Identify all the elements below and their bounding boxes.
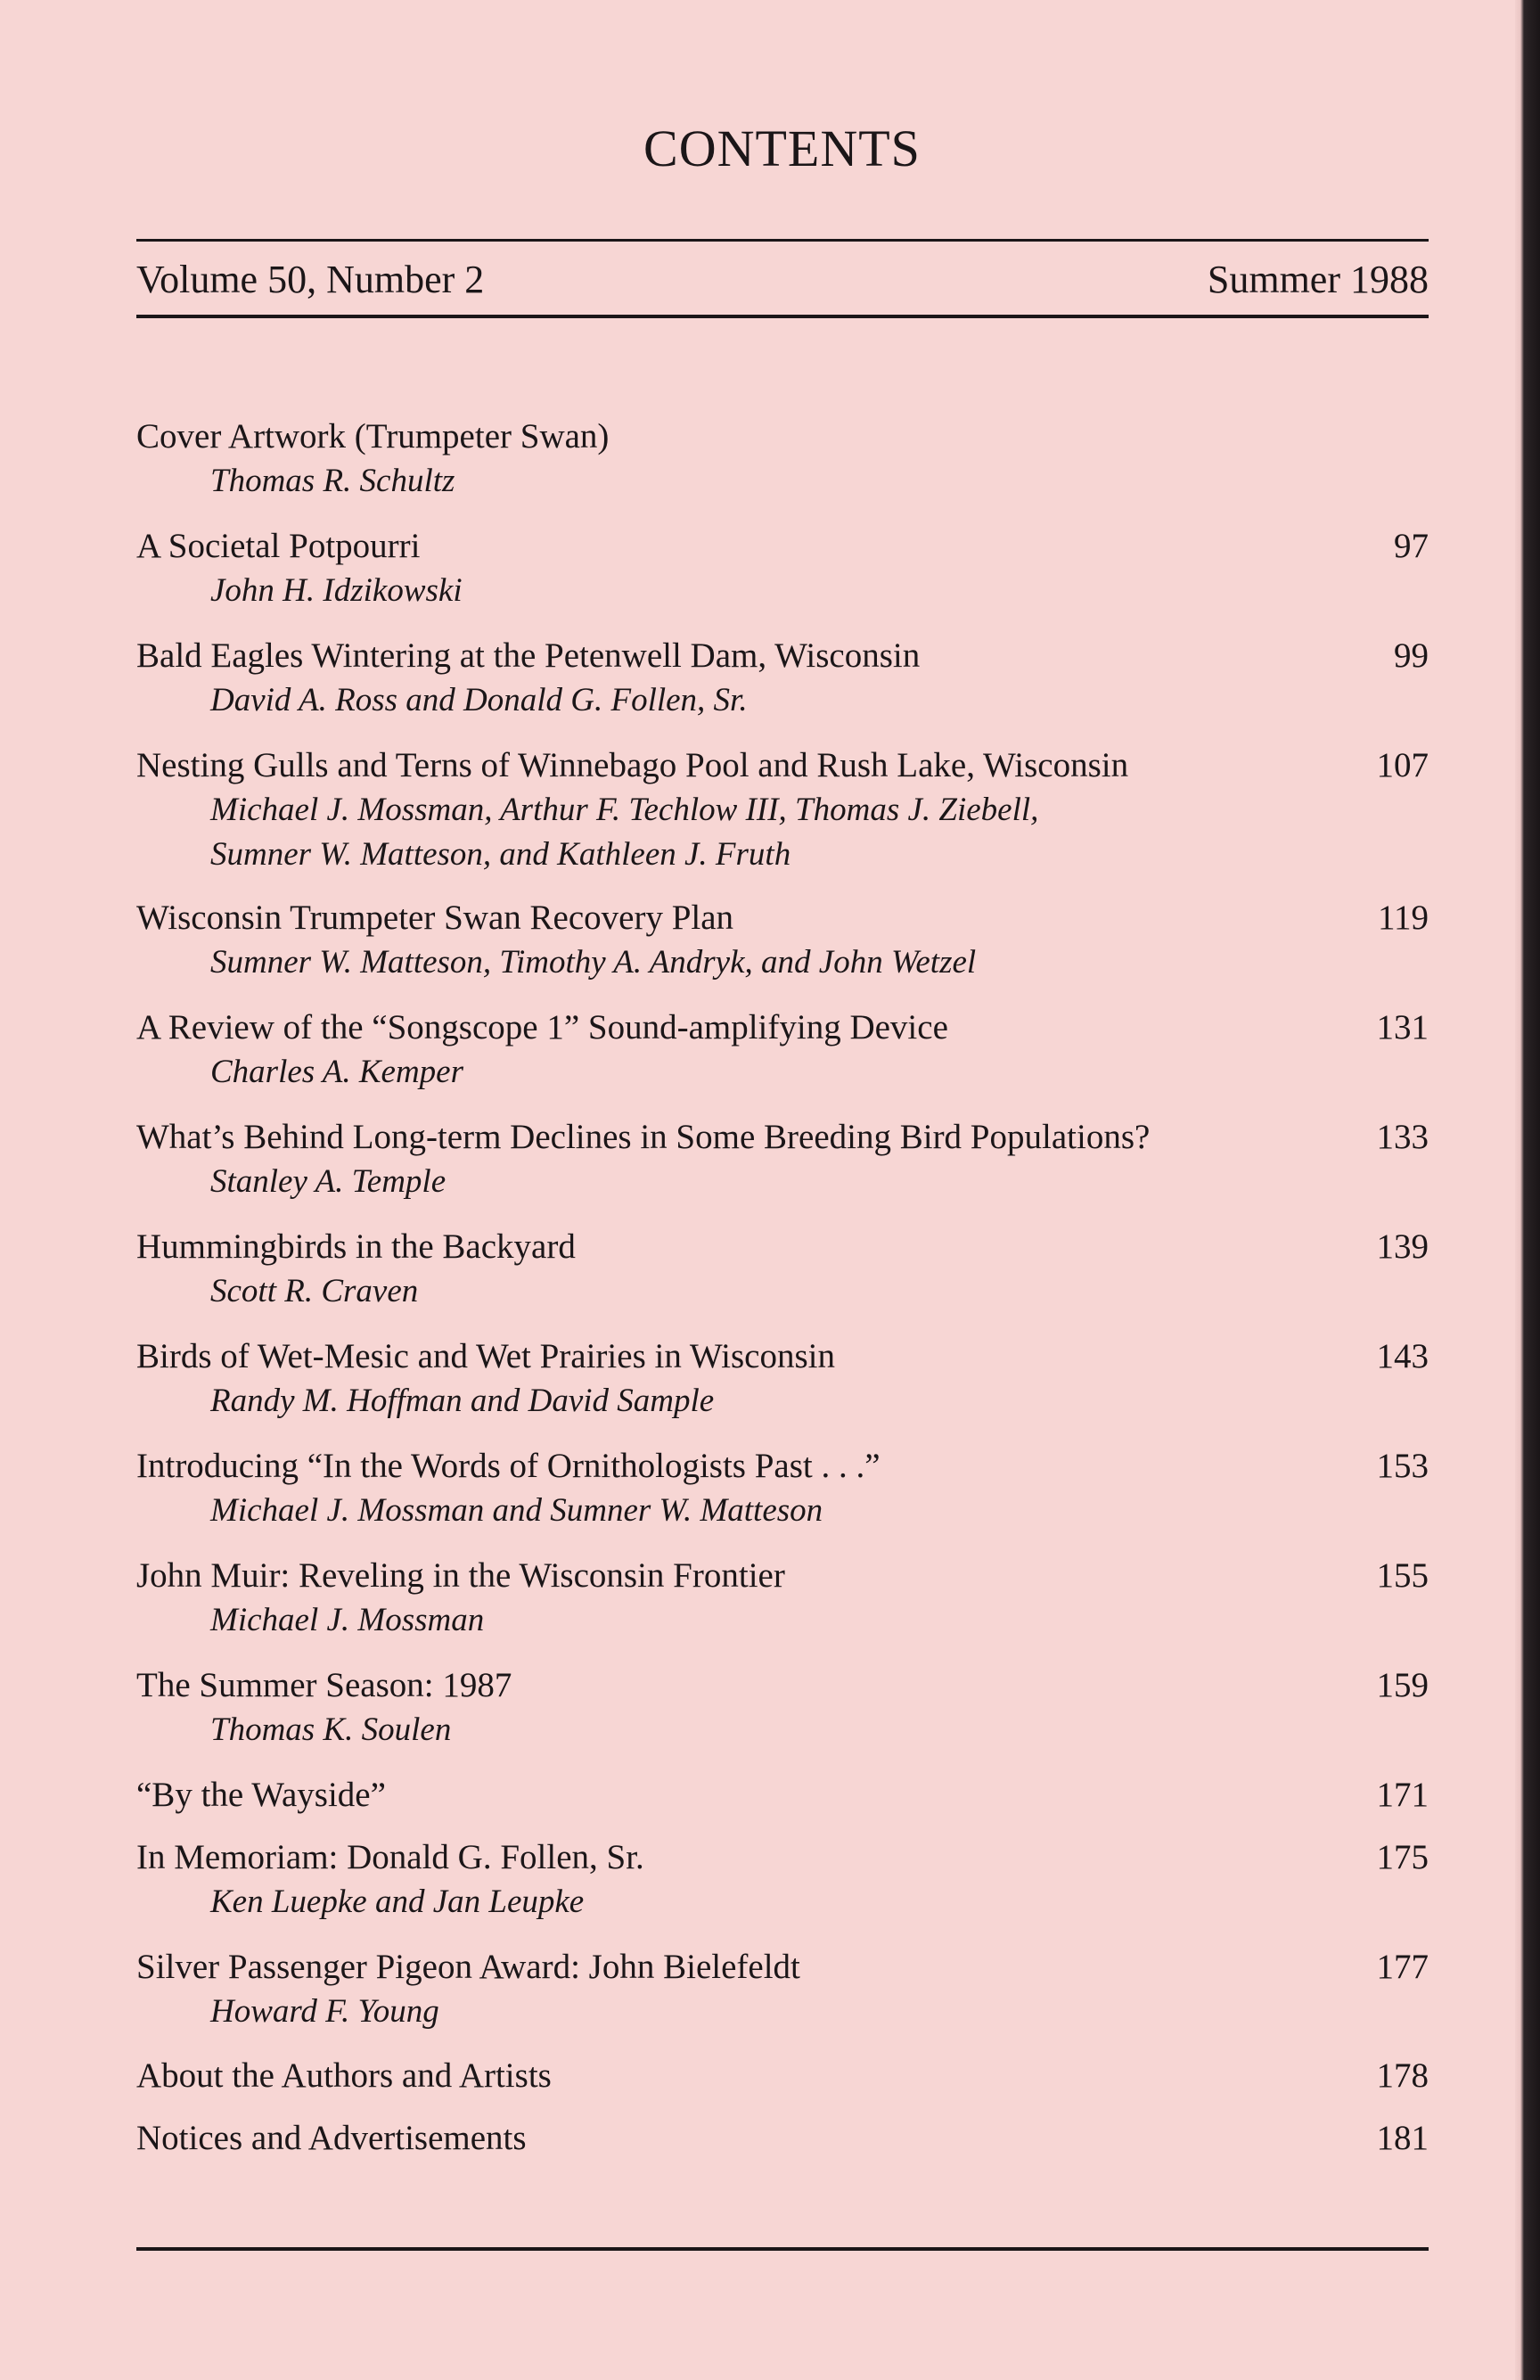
toc-entry [136,1225,1429,1314]
article-title: What’s Behind Long-term Declines in Some Breeding Bird Populations? [136,1118,1151,1156]
page-number: 131 [1376,1008,1429,1046]
article-title: A Review of the “Songscope 1” Sound-amplifying Device [136,1008,948,1046]
article-title: John Muir: Reveling in the Wisconsin Frontier [136,1556,785,1595]
toc-entry-line [136,1005,1429,1050]
page-number: 133 [1376,1118,1429,1156]
page-number: 178 [1376,2056,1429,2095]
toc-entry [136,1773,1429,1818]
toc-entry-line [136,2054,1429,2098]
article-title: About the Authors and Artists [136,2056,552,2095]
toc-entry-line [136,1444,1429,1489]
page-number: 153 [1376,1447,1429,1485]
article-title: In Memoriam: Donald G. Follen, Sr. [136,1838,644,1876]
toc-entry [136,1554,1429,1643]
toc-entry [136,634,1429,723]
article-authors: Ken Luepke and Jan Leupke [210,1883,585,1920]
page-edge [1515,0,1540,2380]
article-authors: Michael J. Mossman, Arthur F. Techlow III, Thomas J. Ziebell, [210,792,1039,828]
toc-entry-line [136,524,1429,569]
article-title: Cover Artwork (Trumpeter Swan) [136,417,610,455]
page-number: 143 [1376,1337,1429,1375]
article-title: Silver Passenger Pigeon Award: John Bielefeldt [136,1948,800,1986]
page-number: 119 [1377,899,1429,937]
page-title: CONTENTS [643,119,921,177]
page-number: 155 [1376,1556,1429,1595]
toc-entry-line [136,1225,1429,1269]
header-rule [136,315,1429,318]
article-authors: Stanley A. Temple [210,1163,446,1200]
toc-entry-line [136,634,1429,678]
article-title: Birds of Wet-Mesic and Wet Prairies in Wisconsin [136,1337,835,1375]
toc-entry [136,1444,1429,1533]
toc-entry [136,896,1429,985]
article-authors: Sumner W. Matteson, Timothy A. Andryk, and John Wetzel [210,944,977,981]
toc-entry [136,1663,1429,1752]
table-of-contents [136,394,1429,2161]
page-number: 175 [1376,1838,1429,1876]
article-title: Bald Eagles Wintering at the Petenwell Dam, Wisconsin [136,636,921,675]
toc-entry-line [136,414,1429,459]
article-title: Nesting Gulls and Terns of Winnebago Pool and Rush Lake, Wisconsin [136,746,1129,784]
article-authors: Scott R. Craven [210,1273,419,1309]
toc-entry [136,2054,1429,2098]
page-number: 181 [1376,2119,1429,2157]
toc-entry-line [136,2116,1429,2161]
article-title: The Summer Season: 1987 [136,1666,512,1704]
article-authors: Sumner W. Matteson, and Kathleen J. Fruth [210,836,791,873]
article-title: “By the Wayside” [136,1776,386,1814]
toc-entry [136,524,1429,613]
page-number: 99 [1394,636,1429,675]
article-authors: Randy M. Hoffman and David Sample [210,1383,715,1419]
toc-entry [136,1945,1429,2034]
toc-entry-line [136,743,1429,788]
toc-entry-line [136,896,1429,940]
toc-entry-line [136,1945,1429,1990]
article-title: Notices and Advertisements [136,2119,527,2157]
volume-number: Volume 50, Number 2 [136,258,485,301]
top-rule [136,239,1429,242]
article-authors: Thomas K. Soulen [210,1711,452,1748]
page-number: 177 [1376,1948,1429,1986]
toc-entry [136,1005,1429,1095]
toc-entry [136,1835,1429,1925]
toc-entry-line [136,1554,1429,1598]
toc-entry-line [136,1115,1429,1160]
toc-entry-line [136,1663,1429,1708]
toc-entry [136,2116,1429,2161]
page-number: 159 [1376,1666,1429,1704]
page-number: 107 [1376,746,1429,784]
article-authors: Michael J. Mossman and Sumner W. Matteson [210,1492,823,1529]
article-title: Hummingbirds in the Backyard [136,1227,576,1266]
page-number: 139 [1376,1227,1429,1266]
toc-entry [136,1115,1429,1204]
toc-entry-line [136,1773,1429,1818]
toc-entry [136,743,1429,877]
page-number: 97 [1394,527,1429,565]
toc-entry-line [136,1835,1429,1880]
article-authors: Thomas R. Schultz [210,463,455,499]
toc-entry [136,1334,1429,1424]
article-authors: John H. Idzikowski [210,572,463,609]
bottom-rule [136,2247,1429,2251]
page-number: 171 [1376,1776,1429,1814]
article-authors: David A. Ross and Donald G. Follen, Sr. [210,682,748,718]
article-title: A Societal Potpourri [136,527,421,565]
toc-entry [136,414,1429,504]
toc-entry-line [136,1334,1429,1379]
issue-info-row [136,255,1429,305]
article-title: Wisconsin Trumpeter Swan Recovery Plan [136,899,734,937]
article-authors: Michael J. Mossman [210,1602,485,1638]
article-authors: Charles A. Kemper [210,1054,464,1090]
article-title: Introducing “In the Words of Ornithologists Past . . .” [136,1447,881,1485]
issue-season: Summer 1988 [1207,258,1429,301]
article-authors: Howard F. Young [210,1993,439,2030]
